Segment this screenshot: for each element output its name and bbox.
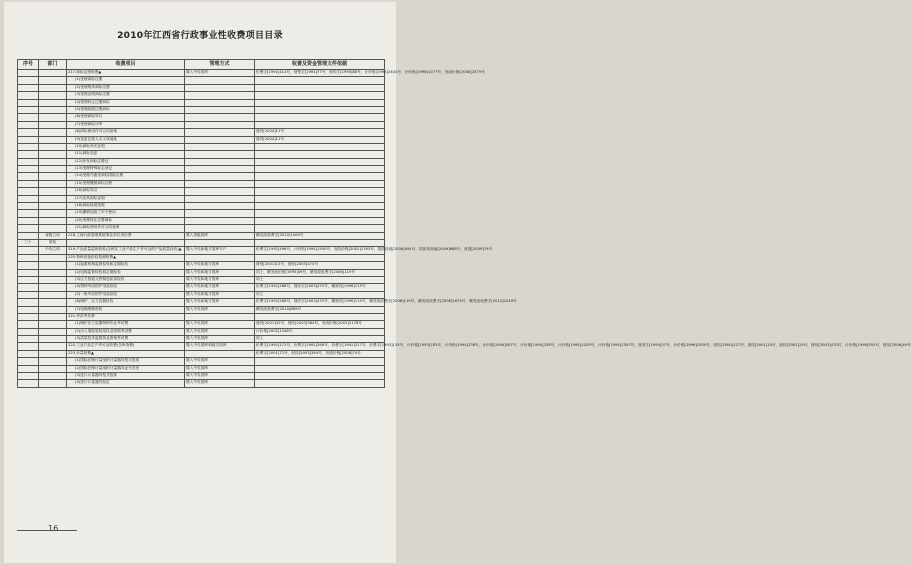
cell-item: (19)撤销连续三年不使用 [67, 210, 185, 217]
cell-item: (14)受理马德里商标国际注册 [67, 173, 185, 180]
cell-seq [18, 232, 39, 239]
cell-basis: 赣发改收费字[2010]1509号 [255, 232, 385, 239]
cell-mgmt [185, 92, 255, 99]
cell-dept [39, 313, 67, 320]
cell-dept [39, 254, 67, 261]
cell-basis: 财综[2004]11号 [255, 129, 385, 136]
cell-item: (1)锅炉压力容器特种作业考试费 [67, 321, 185, 328]
table-row [18, 158, 385, 165]
table-row [18, 210, 385, 217]
cell-item: (17)出具商标证明 [67, 195, 185, 202]
table-row [18, 328, 385, 335]
cell-seq [18, 373, 39, 380]
cell-seq [18, 217, 39, 224]
cell-item: (5)受理续展注册商标 [67, 106, 185, 113]
cell-seq [18, 84, 39, 91]
cell-mgmt: 缴入省级国库 [185, 232, 255, 239]
cell-basis: 计价格[2002]1346号 [255, 328, 385, 335]
cell-dept [39, 195, 67, 202]
table-row [18, 195, 385, 202]
cell-seq [18, 343, 39, 350]
cell-mgmt: 缴入中央国库 [185, 373, 255, 380]
cell-basis: 价费字[1992]268号，财综字[2003]470号，赣财综[1996]115号，赣发改收费字[2006]119号，赣发改收费字[2008]1879号，赣发改收费字[2010]2249号 [255, 299, 385, 306]
cell-mgmt: 缴入中央和地方国库 [185, 262, 255, 269]
cell-dept [39, 262, 67, 269]
cell-item: (1)起重机械监督检验和定期检验 [67, 262, 185, 269]
cell-mgmt: 缴入中央和地方国库 [185, 291, 255, 298]
cell-mgmt: 缴入中央和地方国库 [185, 269, 255, 276]
table-row [18, 306, 385, 313]
cell-basis [255, 210, 385, 217]
cell-dept [39, 84, 67, 91]
table-row [18, 70, 385, 77]
cell-item: (6)锅炉、压力容器检验 [67, 299, 185, 306]
cell-dept [39, 365, 67, 372]
cell-mgmt [185, 188, 255, 195]
cell-dept [39, 291, 67, 298]
cell-dept: 省级立项 [39, 232, 67, 239]
cell-seq [18, 151, 39, 158]
cell-basis [255, 121, 385, 128]
cell-seq [18, 291, 39, 298]
table-row [18, 166, 385, 173]
cell-mgmt [185, 129, 255, 136]
table-row [18, 232, 385, 239]
cell-dept [39, 358, 67, 365]
cell-item: (7)电梯维修资质 [67, 306, 185, 313]
cell-item: 219.产品质量监督检验(含核实工业产品生产许可证的产品质量检验)▲ [67, 247, 185, 254]
cell-seq [18, 210, 39, 217]
cell-mgmt [185, 313, 255, 320]
cell-basis [255, 180, 385, 187]
cell-seq [18, 158, 39, 165]
cell-seq [18, 143, 39, 150]
cell-basis [255, 173, 385, 180]
cell-basis [255, 143, 385, 150]
cell-seq [18, 299, 39, 306]
table-row [18, 262, 385, 269]
header-basis: 收费及资金管理文件依据 [255, 60, 385, 70]
cell-seq [18, 136, 39, 143]
cell-mgmt [185, 106, 255, 113]
cell-dept [39, 114, 67, 121]
cell-item: (2)电梯监督检验和定期检验 [67, 269, 185, 276]
cell-basis [255, 84, 385, 91]
cell-basis: 财预[2001]13号，财综[2003]470号 [255, 262, 385, 269]
cell-dept [39, 129, 67, 136]
table-row [18, 343, 385, 350]
cell-seq [18, 336, 39, 343]
header-mgmt: 管理方式 [185, 60, 255, 70]
table-row [18, 247, 385, 254]
cell-seq [18, 350, 39, 357]
cell-seq [18, 188, 39, 195]
table-row [18, 203, 385, 210]
cell-mgmt [185, 166, 255, 173]
table-row [18, 276, 385, 283]
table-row [18, 299, 385, 306]
cell-item: (4)受理转让注册商标 [67, 99, 185, 106]
table-row [18, 336, 385, 343]
cell-dept [39, 92, 67, 99]
table-row [18, 313, 385, 320]
cell-basis [255, 106, 385, 113]
cell-item: (11)商标变更 [67, 151, 185, 158]
cell-item: (4)特种劳动防护用品检验 [67, 284, 185, 291]
cell-item: (5)一般劳动防护用品检验 [67, 291, 185, 298]
cell-item: (1)国际法制计量组织计量器具型式批准 [67, 358, 185, 365]
cell-basis [255, 158, 385, 165]
cell-item: 217.商标注册收费▲ [67, 70, 185, 77]
cell-basis [255, 77, 385, 84]
cell-basis: 同上 [255, 336, 385, 343]
table-row [18, 358, 385, 365]
cell-seq [18, 247, 39, 254]
cell-dept [39, 217, 67, 224]
cell-basis [255, 313, 385, 320]
cell-dept [39, 343, 67, 350]
document-page [4, 2, 911, 563]
cell-item: (3)进口计量器具型式批准 [67, 373, 185, 380]
cell-dept: 中央立项 [39, 247, 67, 254]
cell-item: (4)进口计量器具检定 [67, 380, 185, 387]
footer-rule [17, 530, 77, 531]
cell-seq [18, 166, 39, 173]
cell-basis: 价费字[1992]414号，财预字[1994]37号，财综字[1995]88号，计价格[1995]2404号，计价格[1998]1077号，发改价格[2008]2579号 [255, 70, 385, 77]
cell-dept [39, 336, 67, 343]
cell-mgmt [185, 195, 255, 202]
cell-mgmt [185, 239, 255, 246]
header-dept: 部门 [39, 60, 67, 70]
cell-mgmt: 缴入中央国库 [185, 70, 255, 77]
cell-basis: 同上 [255, 291, 385, 298]
table-row [18, 269, 385, 276]
cell-dept [39, 136, 67, 143]
table-row [18, 106, 385, 113]
cell-mgmt: 缴入中央和地方国库 [185, 276, 255, 283]
cell-item: (15)受理撤销商标注册 [67, 180, 185, 187]
cell-seq: 三十 [18, 239, 39, 246]
cell-mgmt: 缴入中央和地方国库专户 [185, 247, 255, 254]
cell-basis [255, 239, 385, 246]
cell-seq [18, 225, 39, 232]
cell-item: (21)商标使用许可合同备案 [67, 225, 185, 232]
cell-mgmt [185, 217, 255, 224]
cell-seq [18, 358, 39, 365]
cell-dept [39, 284, 67, 291]
cell-mgmt [185, 77, 255, 84]
cell-mgmt: 缴入中央和地方国库 [185, 299, 255, 306]
cell-mgmt: 缴入中央国库 [185, 336, 255, 343]
cell-seq [18, 306, 39, 313]
cell-basis: 同上 [255, 276, 385, 283]
cell-item: (20)受理转让注册商标 [67, 217, 185, 224]
table-row [18, 151, 385, 158]
cell-seq [18, 77, 39, 84]
cell-mgmt [185, 173, 255, 180]
cell-dept [39, 269, 67, 276]
cell-item: 223.计量收费▲ [67, 350, 185, 357]
table-row [18, 380, 385, 387]
page-title: 2010年江西省行政事业性收费项目目录 [117, 31, 283, 41]
cell-basis [255, 373, 385, 380]
cell-dept [39, 328, 67, 335]
cell-seq [18, 195, 39, 202]
table-row [18, 217, 385, 224]
cell-mgmt [185, 203, 255, 210]
cell-item: (2)国际法制计量组织计量器具证书签发 [67, 365, 185, 372]
cell-basis [255, 99, 385, 106]
table-row [18, 129, 385, 136]
table-row [18, 173, 385, 180]
cell-dept [39, 106, 67, 113]
cell-dept [39, 225, 67, 232]
cell-seq [18, 254, 39, 261]
cell-item: (13)受理特殊标志登记 [67, 166, 185, 173]
cell-basis: 价费字[1992]172号，价费字[1992]268号，价费字[1992]317号，价费字[1993]135号，计价格[1993]183号，计价格[1994]238号，计价格[1994]507号，计价格[1995]339号，计价格[1995]1029号，计价格[1995]1507号，财预字[1994]37号，计价格[1996]1500号，财综[2000]127号，财综[2001]10号，财综[2002]15号，财综[2003]470号，计价格[1999]553号，财综[2006]49号 [255, 343, 385, 350]
table-row [18, 284, 385, 291]
cell-item: (7)受理商标评审 [67, 121, 185, 128]
cell-seq [18, 99, 39, 106]
cell-item: (1)受理商标注册 [67, 77, 185, 84]
cell-dept: 质检 [39, 239, 67, 246]
cell-dept [39, 380, 67, 387]
cell-seq [18, 276, 39, 283]
cell-item: (18)商标续展宽展 [67, 203, 185, 210]
cell-mgmt [185, 151, 255, 158]
table-header-row [18, 60, 385, 70]
cell-mgmt [185, 84, 255, 91]
table-row [18, 291, 385, 298]
cell-seq [18, 129, 39, 136]
table-row [18, 180, 385, 187]
cell-dept [39, 373, 67, 380]
cell-item: 221.考试考务费 [67, 313, 185, 320]
cell-seq [18, 70, 39, 77]
cell-dept [39, 210, 67, 217]
cell-basis [255, 188, 385, 195]
cell-seq [18, 180, 39, 187]
cell-dept [39, 121, 67, 128]
cell-item: (3)受理证明商标注册 [67, 92, 185, 99]
cell-mgmt [185, 350, 255, 357]
table-row [18, 225, 385, 232]
cell-seq [18, 106, 39, 113]
cell-seq [18, 284, 39, 291]
cell-seq [18, 380, 39, 387]
cell-item: 220.特种设备检验检测收费▲ [67, 254, 185, 261]
cell-seq [18, 262, 39, 269]
table-row [18, 350, 385, 357]
cell-mgmt [185, 143, 255, 150]
cell-mgmt: 缴入中央国库 [185, 380, 255, 387]
cell-basis: 价费字[1992]496号，计价格[1994]1550号，发改价格[2002]1763号，国质检财[2008]494号，国质检财函[2009]688号，财建[2009]79号 [255, 247, 385, 254]
cell-item: (12)补发商标注册证 [67, 158, 185, 165]
table-row [18, 254, 385, 261]
cell-mgmt [185, 225, 255, 232]
cell-mgmt: 缴入中央和地方国库 [185, 284, 255, 291]
cell-basis [255, 217, 385, 224]
cell-item: (16)商标异议 [67, 188, 185, 195]
table-row [18, 99, 385, 106]
table-row [18, 188, 385, 195]
cell-mgmt [185, 114, 255, 121]
table-row [18, 321, 385, 328]
cell-basis: 价费字[1992]268号，财综字[2003]470号，赣财综[1996]115号 [255, 284, 385, 291]
cell-dept [39, 166, 67, 173]
cell-basis [255, 92, 385, 99]
cell-seq [18, 114, 39, 121]
header-seq: 序号 [18, 60, 39, 70]
cell-seq [18, 321, 39, 328]
cell-basis: 财综[2004]11号 [255, 136, 385, 143]
cell-dept [39, 77, 67, 84]
cell-seq [18, 313, 39, 320]
cell-seq [18, 203, 39, 210]
cell-mgmt: 缴入中央国库 [185, 358, 255, 365]
cell-dept [39, 99, 67, 106]
cell-dept [39, 350, 67, 357]
cell-mgmt [185, 99, 255, 106]
cell-dept [39, 180, 67, 187]
table-row [18, 136, 385, 143]
cell-mgmt [185, 158, 255, 165]
cell-basis: 赣发改收费字[2010]689号 [255, 306, 385, 313]
cell-dept [39, 321, 67, 328]
cell-item [67, 239, 185, 246]
cell-seq [18, 269, 39, 276]
cell-dept [39, 299, 67, 306]
cell-basis [255, 380, 385, 387]
cell-basis: 财综[2001]32号，财综[2003]384号，发改价格[2003]2178号 [255, 321, 385, 328]
cell-mgmt [185, 121, 255, 128]
table-row [18, 92, 385, 99]
cell-item: (2)受理集体商标注册 [67, 84, 185, 91]
cell-seq [18, 365, 39, 372]
table-row [18, 373, 385, 380]
cell-seq [18, 328, 39, 335]
table-row [18, 121, 385, 128]
cell-mgmt: 缴入中央国库 [185, 321, 255, 328]
cell-mgmt: 缴入中央国库和地方国库 [185, 343, 255, 350]
cell-dept [39, 203, 67, 210]
cell-dept [39, 276, 67, 283]
cell-seq [18, 121, 39, 128]
cell-mgmt [185, 210, 255, 217]
cell-dept [39, 188, 67, 195]
table-row [18, 365, 385, 372]
cell-dept [39, 143, 67, 150]
cell-basis [255, 358, 385, 365]
cell-item: (10)商标补充证明 [67, 143, 185, 150]
cell-basis [255, 114, 385, 121]
cell-basis [255, 166, 385, 173]
cell-mgmt [185, 136, 255, 143]
cell-mgmt: 缴入中央国库 [185, 365, 255, 372]
cell-basis [255, 195, 385, 202]
cell-mgmt: 缴入中央国库 [185, 328, 255, 335]
cell-dept [39, 70, 67, 77]
table-row [18, 84, 385, 91]
page-number: 16 [48, 524, 59, 533]
cell-item: (9)变更注册人名义或地址 [67, 136, 185, 143]
cell-item: (8)商标使用许可合同备案 [67, 129, 185, 136]
header-item: 收费项目 [67, 60, 185, 70]
cell-dept [39, 151, 67, 158]
cell-dept [39, 173, 67, 180]
cell-mgmt: 缴入中央国库 [185, 306, 255, 313]
cell-item: (6)受理商标异议 [67, 114, 185, 121]
table-row [18, 77, 385, 84]
cell-mgmt [185, 254, 255, 261]
table-row [18, 239, 385, 246]
cell-item: (3)压力管道元件制造质量检验 [67, 276, 185, 283]
cell-dept [39, 306, 67, 313]
cell-basis [255, 225, 385, 232]
cell-basis: 同上，赣发改价格[1995]49号，赣发改收费字[2006]119号 [255, 269, 385, 276]
cell-mgmt [185, 180, 255, 187]
cell-seq [18, 173, 39, 180]
cell-seq [18, 92, 39, 99]
cell-dept [39, 158, 67, 165]
cell-basis [255, 203, 385, 210]
cell-basis: 价费字[2001]72号，财综[2003]384号，发改价格[2008]74号 [255, 350, 385, 357]
fee-table [17, 59, 911, 388]
table-row [18, 143, 385, 150]
cell-item: 218.工商行政管理系统事业单位诉讼费 [67, 232, 185, 239]
cell-item: (3)质量技术监督执业资格考试费 [67, 336, 185, 343]
cell-basis [255, 151, 385, 158]
cell-basis [255, 254, 385, 261]
cell-basis [255, 365, 385, 372]
table-row [18, 114, 385, 121]
cell-item: 222.工业产品生产许可证收费(含审查费) [67, 343, 185, 350]
cell-item: (2)出入境检验检疫执业资格考试费 [67, 328, 185, 335]
